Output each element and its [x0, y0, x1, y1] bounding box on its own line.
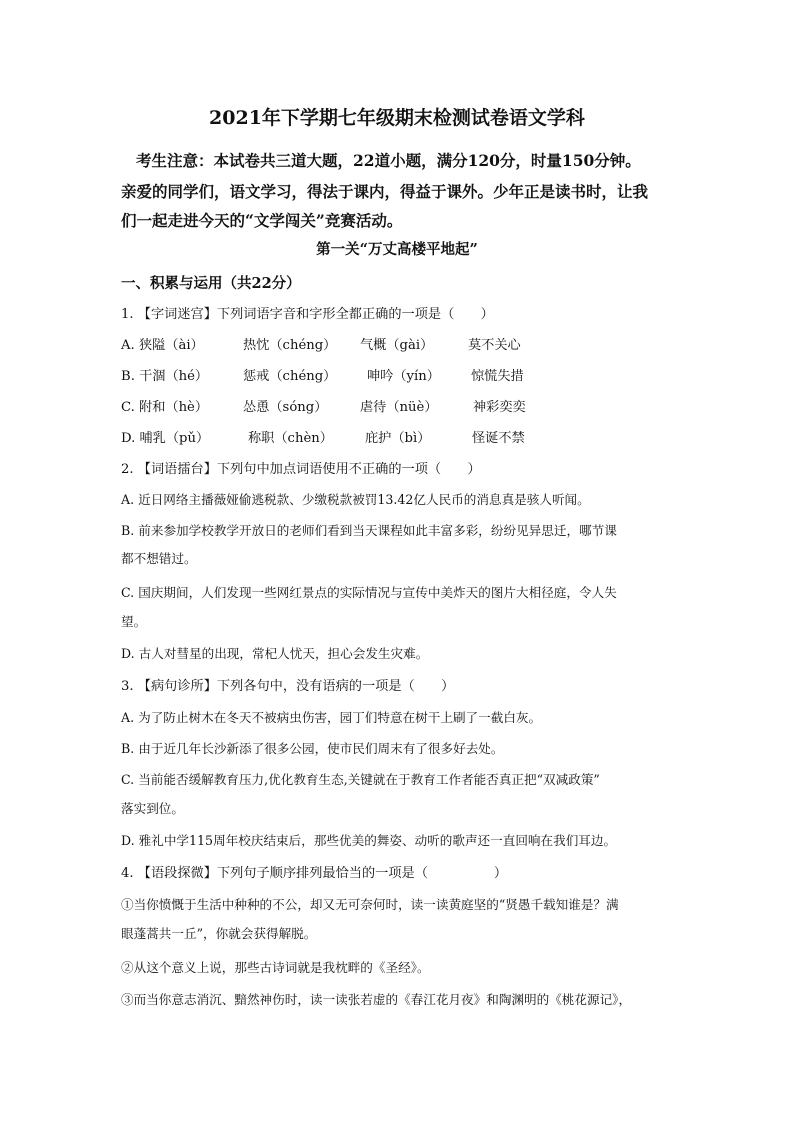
option-word: 惩戒（chéng） [243, 369, 337, 384]
option-word: 惊慌失措 [471, 369, 524, 384]
section-heading: 一、积累与运用（共22分） [121, 275, 301, 292]
option-word: 莫不关心 [468, 338, 521, 353]
question-2-stem: 2. 【词语擂台】下列句中加点词语使用不正确的一项（ ） [121, 462, 481, 477]
question-2-option-c: C. 国庆期间，人们发现一些网红景点的实际情况与宣传中美炸天的图片大相径庭，令人失 [121, 585, 617, 600]
question-4-stem: 4. 【语段探微】下列句子顺序排列最恰当的一项是（ ） [121, 866, 508, 881]
question-3-option-c: C. 当前能否缓解教育压力,优化教育生态,关键就在于教育工作者能否真正把“双减政策” [121, 772, 600, 787]
question-3-option-c-cont: 落实到位。 [121, 801, 184, 816]
question-4-sentence-1-cont: 眼蓬蒿共一丘”，你就会获得解脱。 [121, 926, 317, 941]
question-4-sentence-2: ②从这个意义上说，那些古诗词就是我枕畔的《圣经》。 [121, 960, 430, 975]
option-word: 称职（chèn） [248, 431, 333, 446]
option-word: B. 干涸（hé） [121, 369, 209, 384]
option-word: A. 狭隘（ài） [121, 338, 204, 353]
question-3-option-d: D. 雅礼中学115周年校庆结束后，那些优美的舞姿、动听的歌声还一直回响在我们耳边。 [121, 833, 617, 848]
candidate-notice: 考生注意：本试卷共三道大题，22道小题，满分120分，时量150分钟。 [136, 151, 641, 170]
question-3-option-a: A. 为了防止树木在冬天不被病虫伤害，园丁们特意在树干上刷了一截白灰。 [121, 710, 542, 725]
option-word: 热忱（chéng） [243, 338, 337, 353]
option-word: 怂恿（sóng） [243, 400, 328, 415]
intro-line-2: 们一起走进今天的“文学闯关”竞赛活动。 [121, 211, 403, 230]
question-2-option-d: D. 古人对彗星的出现，常杞人忧天，担心会发生灾难。 [121, 646, 429, 661]
question-2-option-c-cont: 望。 [121, 614, 147, 629]
option-word: 神彩奕奕 [473, 400, 526, 415]
exam-title: 2021年下学期七年级期末检测试卷语文学科 [209, 107, 585, 129]
question-4-sentence-1: ①当你愤慨于生活中种种的不公，却又无可奈何时，读一读黄庭坚的“贤愚千载知谁是？满 [121, 897, 619, 912]
option-word: D. 哺乳（pǔ） [121, 431, 210, 446]
question-3-option-b: B. 由于近几年长沙新添了很多公园，使市民们周末有了很多好去处。 [121, 741, 504, 756]
option-word: 呻吟（yín） [367, 369, 440, 384]
option-word: 庇护（bì） [365, 431, 431, 446]
option-word: 虐待（nüè） [360, 400, 438, 415]
option-word: 怪诞不禁 [472, 431, 525, 446]
option-word: C. 附和（hè） [121, 400, 209, 415]
intro-line-1: 亲爱的同学们，语文学习，得法于课内，得益于课外。少年正是读书时，让我 [121, 182, 649, 201]
question-3-stem: 3. 【病句诊所】下列各句中，没有语病的一项是（ ） [121, 679, 455, 694]
question-1-stem: 1. 【字词迷宫】下列词语字音和字形全都正确的一项是（ ） [121, 307, 494, 322]
question-4-sentence-3: ③而当你意志消沉、黯然神伤时，读一读张若虚的《春江花月夜》和陶渊明的《桃花源记》， [121, 992, 632, 1007]
question-2-option-b: B. 前来参加学校教学开放日的老师们看到当天课程如此丰富多彩，纷纷见异思迁，哪节课 [121, 523, 617, 538]
question-2-option-b-cont: 都不想错过。 [121, 551, 197, 566]
question-2-option-a: A. 近日网络主播薇娅偷逃税款、少缴税款被罚13.42亿人民币的消息真是骇人听闻。 [121, 492, 590, 507]
stage-heading: 第一关“万丈高楼平地起” [316, 241, 478, 258]
option-word: 气概（gài） [360, 338, 434, 353]
